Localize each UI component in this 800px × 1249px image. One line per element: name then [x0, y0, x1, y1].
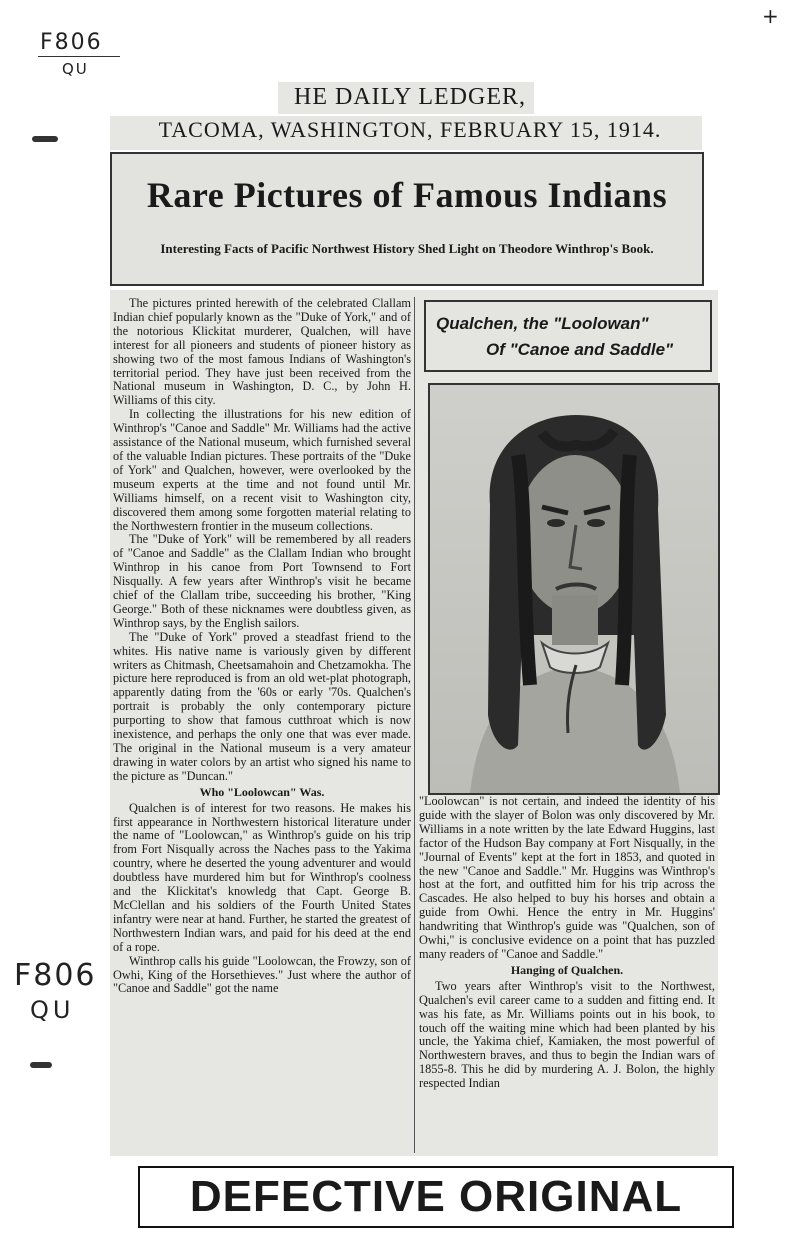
publication-name: HE DAILY LEDGER,: [294, 84, 526, 110]
headline: Rare Pictures of Famous Indians: [146, 175, 668, 215]
article-paragraph: "Loolowcan" is not certain, and indeed the identity of his guide with the slayer of Bolon was only discovered by Mr. Williams in a note written by the late Edward Huggins, last factor of the Hudson Bay company at Fort Nisqually, in the "Journal of Events" kept at the fort in 1853, and quoted in the new "Canoe and Saddle." Mr. Huggins was Winthrop's host at the fort, and outfitted him for his trip across the Cascades. He also helped to buy his horses and obtain a guide from Owhi. Hence the entry in Mr. Huggins' handwriting that Winthrop's guide was "Qualchen, son of Owhi," is conclusive evidence on a point that has puzzled many readers of "Canoe and Saddle.": [419, 795, 715, 961]
subhead-loolowcan: Who "Loolowcan" Was.: [199, 784, 325, 799]
article-paragraph: Qualchen is of interest for two reasons. He makes his first appearance in Northwestern historical literature under the name of "Loolowcan," as Winthrop's guide on his trip from Fort Nisqually across the Naches pass to the Yakima country, where he deserted the young adventurer and would doubtless have murdered him but for Winthrop's coolness and the Klickitat's knowledg that Capt. George B. McClellan and his soldiers of the Fourth United States infantry were near at hand. Further, he started the greatest of Northwestern Indian wars, and paid for his deed at the end of a rope.: [113, 800, 411, 954]
photo-caption-line2: Of "Canoe and Saddle": [486, 340, 674, 359]
punch-mark-bottom: [30, 1062, 52, 1068]
plus-mark: +: [762, 4, 779, 28]
photo-caption-box: [424, 300, 712, 372]
article-paragraph: The pictures printed herewith of the celebrated Clallam Indian chief popularly known as the "Duke of York," and of the notorious Klickitat murderer, Qualchen, will have interest for all pioneers and students of pioneer history as showing two of the most famous Indians of Washington's territorial period. They have just been received from the National museum in Washington, D. C., by John H. Williams of this city.: [113, 297, 411, 408]
archive-sub-top: QU: [62, 60, 89, 78]
column-rule: [414, 297, 415, 1153]
article-paragraph: Winthrop calls his guide "Loolowcan, the Frowzy, son of Owhi, King of the Horsethieves." Just where the author of "Canoe and Saddle" got the name: [113, 953, 411, 996]
archive-code-side: F806: [14, 958, 97, 993]
dateline: TACOMA, WASHINGTON, FEBRUARY 15, 1914.: [158, 117, 662, 142]
article-paragraph: In collecting the illustrations for his new edition of Winthrop's "Canoe and Saddle" Mr. Williams had the active assistance of the National museum, which furnished several of the valuable Indian pictures. These portraits of the "Duke of York" and Qualchen, however, were overlooked by the museum experts at the time and not found until Mr. Williams himself, on a recent visit to Washington city, discovered them among some forgotten material relating to the Northwestern frontier in the museum collections.: [113, 407, 411, 533]
article-paragraph: The "Duke of York" will be remembered by all readers of "Canoe and Saddle" as the Clallam Indian who brought Winthrop in his canoe from Port Townsend to Fort Nisqually. A few years after Winthrop's visit he became chief of the Clallam tribe, succeeding his brother, "King George." Both of these nicknames were doubtless given, as Winthrop says, by the English sailors.: [113, 532, 411, 630]
qualchen-portrait: [428, 383, 720, 795]
portrait-drawing: [430, 385, 718, 793]
masthead: [110, 84, 710, 143]
defective-original-stamp: DEFECTIVE ORIGINAL: [138, 1166, 734, 1228]
archive-code-top: F806: [40, 30, 103, 55]
subhead-hanging: Hanging of Qualchen.: [510, 962, 624, 977]
article-paragraph: Two years after Winthrop's visit to the Northwest, Qualchen's evil career came to a sudden and fitting end. It was his fate, as Mr. Williams points out in his book, to touch off the waiting mine which had been planted by his uncle, the Yakima chief, Kamiaken, the most powerful of Northwestern braves, and thus to begin the Indian wars of 1855-8. This he did by murdering A. J. Bolon, the highly respected Indian: [419, 978, 715, 1091]
article-paragraph: The "Duke of York" proved a steadfast friend to the whites. His native name is variously given by different writers as Chitmash, Cheetsamahoin and Chetzamokha. The picture here reproduced is from an old wet-plat photograph, apparently dating from the '60s or early '70s. Qualchen's portrait is probably the only contemporary picture purporting to show that famous cutthroat which is now inexistence, and perhaps the only one that was ever made. The original in the National museum is a very amateur drawing in water colors by an artist who signed his name to the picture as "Duncan.": [113, 629, 411, 783]
article-right-column: [419, 795, 715, 1150]
photo-caption-line1: Qualchen, the "Loolowan": [436, 314, 649, 333]
headline-box: [110, 152, 704, 286]
punch-mark-top: [32, 136, 58, 142]
archive-code-underline: [38, 56, 120, 57]
deck: Interesting Facts of Pacific Northwest History Shed Light on Theodore Winthrop's Book.: [160, 241, 654, 256]
article-left-column: [113, 297, 411, 1153]
archive-sub-side: QU: [30, 996, 75, 1024]
